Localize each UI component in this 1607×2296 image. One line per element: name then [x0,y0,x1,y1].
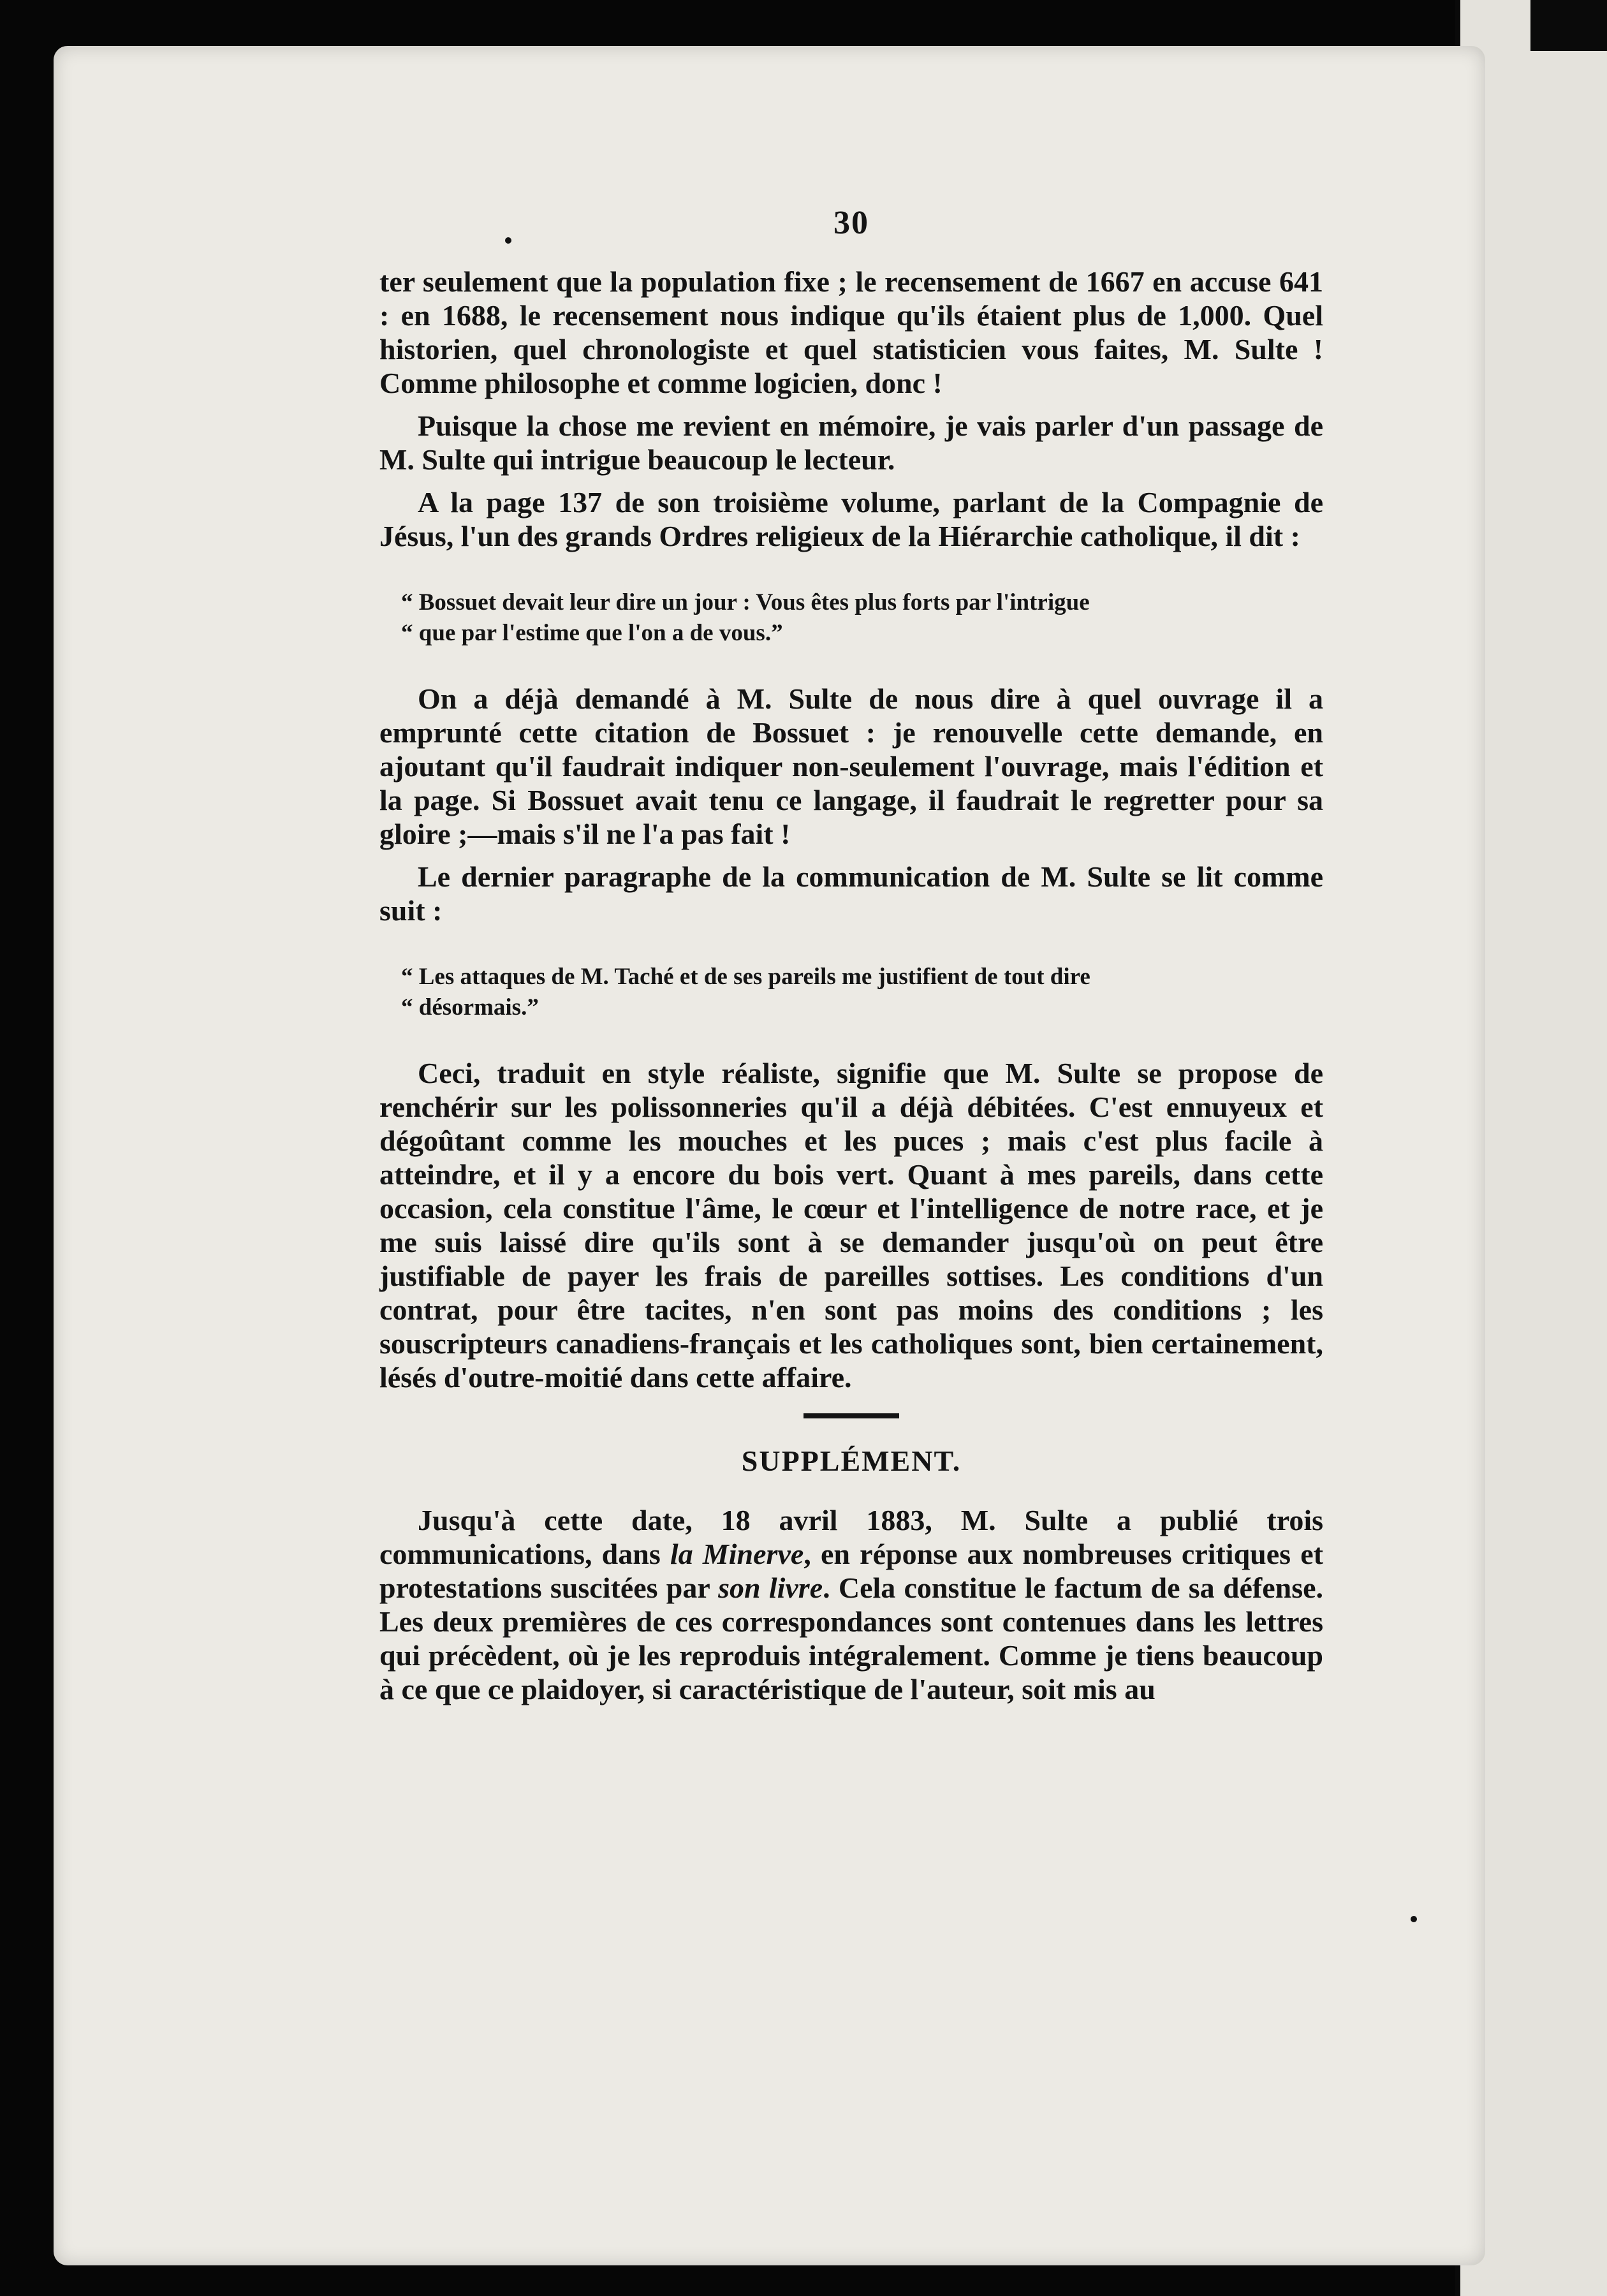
paragraph-supplement [379,1503,1323,1706]
paragraph-continuation: ter seulement que la population fixe ; le recensement de 1667 en accuse 641 : en 1688, le recensement nous indique qu'ils étaient plus de 1,000. Quel historien, quel chronologiste et quel statisticien vous faites, M. Sulte ! Comme philosophe et comme logicien, donc ! [379,265,1323,399]
ink-speck [1411,1916,1417,1922]
paragraph-last-communication: Le dernier paragraphe de la communication de M. Sulte se lit comme suit : [379,860,1323,927]
page-number: 30 [833,205,869,241]
supplement-text: . Cela constitue le factum de sa défense. Les deux premières de ces correspondances sont contenues dans les lettres qui précèdent, où je les reproduis intégralement. Comme je tiens beaucoup à ce que ce plaidoyer, si caractéristique de l'auteur, soit mis au [379,1571,1324,1705]
bossuet-quote [379,587,1323,649]
quote-line: “ Bossuet devait leur dire un jour : Vous êtes plus forts par l'intrigue [401,589,1090,615]
book-reference: son livre [718,1571,823,1604]
quote-line: “ Les attaques de M. Taché et de ses pareils me justifient de tout dire [401,964,1090,990]
tache-quote [379,962,1323,1023]
section-divider [804,1413,899,1418]
quote-line: “ désormais.” [401,994,539,1020]
scan-corner-shadow [1530,0,1607,51]
paragraph-page-137: A la page 137 de son troisième volume, parlant de la Compagnie de Jésus, l'un des grands Ordres religieux de la Hiérarchie catholique, il dit : [379,486,1323,552]
supplement-heading: SUPPLÉMENT. [741,1445,962,1477]
paragraph-citation-request: On a déjà demandé à M. Sulte de nous dire à quel ouvrage il a emprunté cette citation de Bossuet : je renouvelle cette demande, en ajoutant qu'il faudrait indiquer non-seulement l'ouvrage, mais l'édition et la page. Si Bossuet avait tenu ce langage, il faudrait le regretter pour sa gloire ;—mais s'il ne l'a pas fait ! [379,682,1323,850]
supplement-text: , en réponse aux nombreuses critiques et protestations suscitées par [379,1538,1323,1604]
paragraph-memoire: Puisque la chose me revient en mémoire, je vais parler d'un passage de M. Sulte qui intrigue beaucoup le lecteur. [379,409,1323,476]
supplement-text: Jusqu'à cette date, 18 avril 1883, M. Sulte a publié trois communications, dans [379,1504,1323,1570]
newspaper-title: la Minerve [670,1538,804,1570]
document-page [379,204,1323,1977]
paragraph-realist-style: Ceci, traduit en style réaliste, signifie que M. Sulte se propose de renchérir sur les polissonneries qu'il a déjà débitées. C'est ennuyeux et dégoûtant comme les mouches et les puces ; mais c'est plus facile à atteindre, et il y a encore du bois vert. Quant à mes pareils, dans cette occasion, cela constitue l'âme, le cœur et l'intelligence de notre race, et je me suis laissé dire qu'ils sont à se demander jusqu'où on peut être justifiable de payer les frais de pareilles sottises. Les conditions d'un contrat, pour être tacites, n'en sont pas moins des conditions ; les souscripteurs canadiens-français et les catholiques sont, bien certainement, lésés d'outre-moitié dans cette affaire. [379,1057,1323,1394]
quote-line: “ que par l'estime que l'on a de vous.” [401,620,783,646]
